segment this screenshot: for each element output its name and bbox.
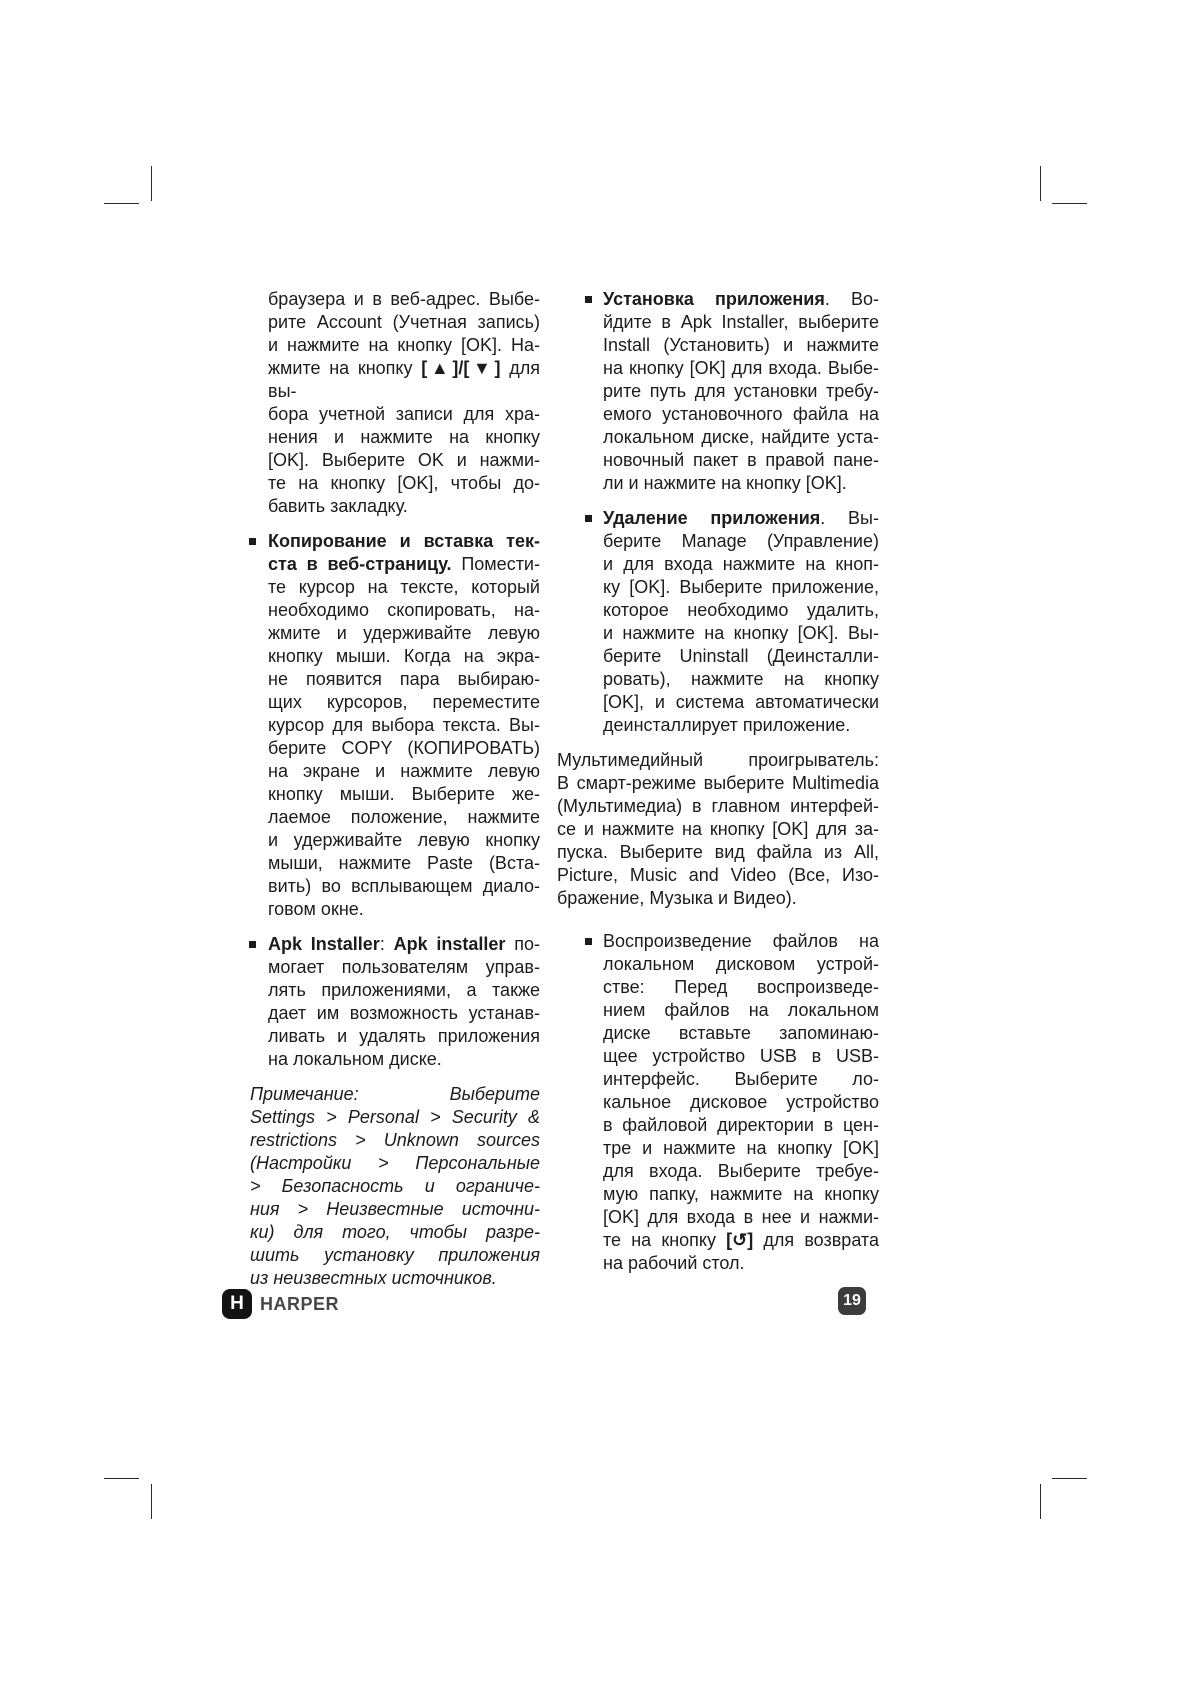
text-line: на экране и нажмите левую [268, 761, 540, 781]
text-line: диске вставьте запоминаю- [603, 1023, 879, 1043]
text-line: шить установку приложения [250, 1245, 540, 1265]
text-line: ста в веб-страницу. Помести- [268, 554, 540, 574]
crop-mark-bottom-right-v [1040, 1484, 1041, 1519]
crop-mark-top-left-h [104, 203, 139, 204]
text-line: на рабочий стол. [603, 1253, 745, 1273]
text-line: жмите на кнопку [▲]/[▼] для вы- [268, 358, 540, 401]
bullet-marker-icon [585, 296, 592, 303]
text-column-left [248, 288, 540, 1302]
text-line: [OK] для входа в нее и нажми- [603, 1207, 879, 1227]
text-line: Примечание: Выберите [250, 1084, 540, 1104]
text-line: жмите и удерживайте левую [268, 623, 540, 643]
text-line: локальном диске, найдите уста- [603, 427, 879, 447]
text-line: говом окне. [268, 899, 364, 919]
text-line: локальном дисковом устрой- [603, 954, 879, 974]
text-line: новочный пакет в правой пане- [603, 450, 879, 470]
page-number: 19 [843, 1292, 861, 1309]
harper-logo-initial: H [230, 1293, 244, 1314]
text-line: браузера и в веб-адрес. Выбе- [268, 289, 540, 309]
text-line: йдите в Apk Installer, выберите [603, 312, 879, 332]
text-line: и удерживайте левую кнопку [268, 830, 540, 850]
paragraph [248, 288, 540, 518]
text-line: и нажмите на кнопку [OK]. На- [268, 335, 540, 355]
text-line: ровать), нажмите на кнопку [603, 669, 879, 689]
text-line: мыши, нажмите Paste (Вста- [268, 853, 540, 873]
text-line: рите путь для установки требу- [603, 381, 879, 401]
text-line: для входа. Выберите требуе- [603, 1161, 879, 1181]
text-line: нения и нажмите на кнопку [268, 427, 540, 447]
bullet-marker-icon [249, 941, 256, 948]
text-line: стве: Перед воспроизведе- [603, 977, 879, 997]
text-line: нием файлов на локальном [603, 1000, 879, 1020]
text-line: ния > Неизвестные источни- [250, 1199, 540, 1219]
note-paragraph [248, 1083, 540, 1290]
text-line: на локальном диске. [268, 1049, 442, 1069]
text-line: кальное дисковое устройство [603, 1092, 879, 1112]
bullet-paragraph [248, 933, 540, 1071]
text-line: те на кнопку [↺] для возврата [603, 1230, 879, 1250]
bullet-paragraph [557, 288, 879, 495]
text-line: Воспроизведение файлов на [603, 931, 879, 951]
text-line: курсор для выбора текста. Вы- [268, 715, 540, 735]
text-line: пуска. Выберите вид файла из All, [557, 842, 879, 862]
text-column-right [557, 288, 879, 1287]
text-line: деинсталлирует приложение. [603, 715, 851, 735]
text-line: берите Uninstall (Деинсталли- [603, 646, 879, 666]
text-line: вить) во всплывающем диало- [268, 876, 540, 896]
text-line: не появится пара выбираю- [268, 669, 540, 689]
text-line: Picture, Music and Video (Все, Изо- [557, 865, 879, 885]
text-line: которое необходимо удалить, [603, 600, 879, 620]
crop-mark-top-left-v [151, 166, 152, 201]
bullet-paragraph [248, 530, 540, 921]
text-line: се и нажмите на кнопку [OK] для за- [557, 819, 879, 839]
crop-mark-bottom-right-h [1052, 1478, 1087, 1479]
bullet-marker-icon [585, 938, 592, 945]
text-line: Установка приложения. Во- [603, 289, 880, 309]
page-number-badge [838, 1287, 866, 1315]
text-line: необходимо скопировать, на- [268, 600, 540, 620]
text-line: лаемое положение, нажмите [268, 807, 540, 827]
text-line: Apk Installer: Apk installer по- [268, 934, 540, 954]
text-line: щее устройство USB в USB- [603, 1046, 879, 1066]
text-line: Settings > Personal > Security & [250, 1107, 540, 1127]
text-line: бражение, Музыка и Видео). [557, 888, 797, 908]
text-line: ливать и удалять приложения [268, 1026, 540, 1046]
text-line: интерфейс. Выберите ло- [603, 1069, 879, 1089]
text-line: [OK], и система автоматически [603, 692, 879, 712]
text-line: дает им возможность устанав- [268, 1003, 540, 1023]
harper-logo [222, 1289, 339, 1319]
text-line: > Безопасность и ограниче- [250, 1176, 540, 1196]
text-line: бора учетной записи для хра- [268, 404, 540, 424]
text-line: берите Manage (Управление) [603, 531, 879, 551]
text-line: мую папку, нажмите на кнопку [603, 1184, 879, 1204]
text-line: лять приложениями, а также [268, 980, 540, 1000]
text-line: Install (Установить) и нажмите [603, 335, 879, 355]
harper-logo-icon [222, 1289, 252, 1319]
text-line: [OK]. Выберите OK и нажми- [268, 450, 540, 470]
text-line: тре и нажмите на кнопку [OK] [603, 1138, 879, 1158]
text-line: те курсор на тексте, который [268, 577, 540, 597]
text-line: (Мультимедиа) в главном интерфей- [557, 796, 879, 816]
text-line: могает пользователям управ- [268, 957, 540, 977]
text-line: restrictions > Unknown sources [250, 1130, 540, 1150]
text-line: рите Account (Учетная запись) [268, 312, 540, 332]
crop-mark-top-right-v [1040, 166, 1041, 201]
bullet-paragraph [557, 507, 879, 737]
text-line: щих курсоров, переместите [268, 692, 540, 712]
crop-mark-top-right-h [1052, 203, 1087, 204]
text-line: В смарт-режиме выберите Multimedia [557, 773, 879, 793]
text-line: те на кнопку [OK], чтобы до- [268, 473, 540, 493]
text-line: из неизвестных источников. [250, 1268, 497, 1288]
text-line: бавить закладку. [268, 496, 408, 516]
text-line: ки) для того, чтобы разре- [250, 1222, 540, 1242]
text-line: (Настройки > Персональные [250, 1153, 540, 1173]
text-line: берите COPY (КОПИРОВАТЬ) [268, 738, 540, 758]
harper-logo-text: HARPER [260, 1293, 340, 1314]
text-line: и для входа нажмите на кноп- [603, 554, 879, 574]
text-line: кнопку мыши. Выберите же- [268, 784, 540, 804]
text-line: кнопку мыши. Когда на экра- [268, 646, 540, 666]
crop-mark-bottom-left-v [151, 1484, 152, 1519]
crop-mark-bottom-left-h [104, 1478, 139, 1479]
text-line: ку [OK]. Выберите приложение, [603, 577, 879, 597]
text-line: Мультимедийный проигрыватель: [557, 750, 879, 770]
text-line: на кнопку [OK] для входа. Выбе- [603, 358, 879, 378]
text-line: Удаление приложения. Вы- [603, 508, 879, 528]
bullet-paragraph [557, 930, 879, 1275]
text-line: Копирование и вставка тек- [268, 531, 540, 551]
bullet-marker-icon [249, 538, 256, 545]
text-line: ли и нажмите на кнопку [OK]. [603, 473, 847, 493]
bullet-marker-icon [585, 515, 592, 522]
paragraph [557, 749, 879, 910]
text-line: и нажмите на кнопку [OK]. Вы- [603, 623, 879, 643]
text-line: емого установочного файла на [603, 404, 879, 424]
text-line: в файловой директории в цен- [603, 1115, 879, 1135]
